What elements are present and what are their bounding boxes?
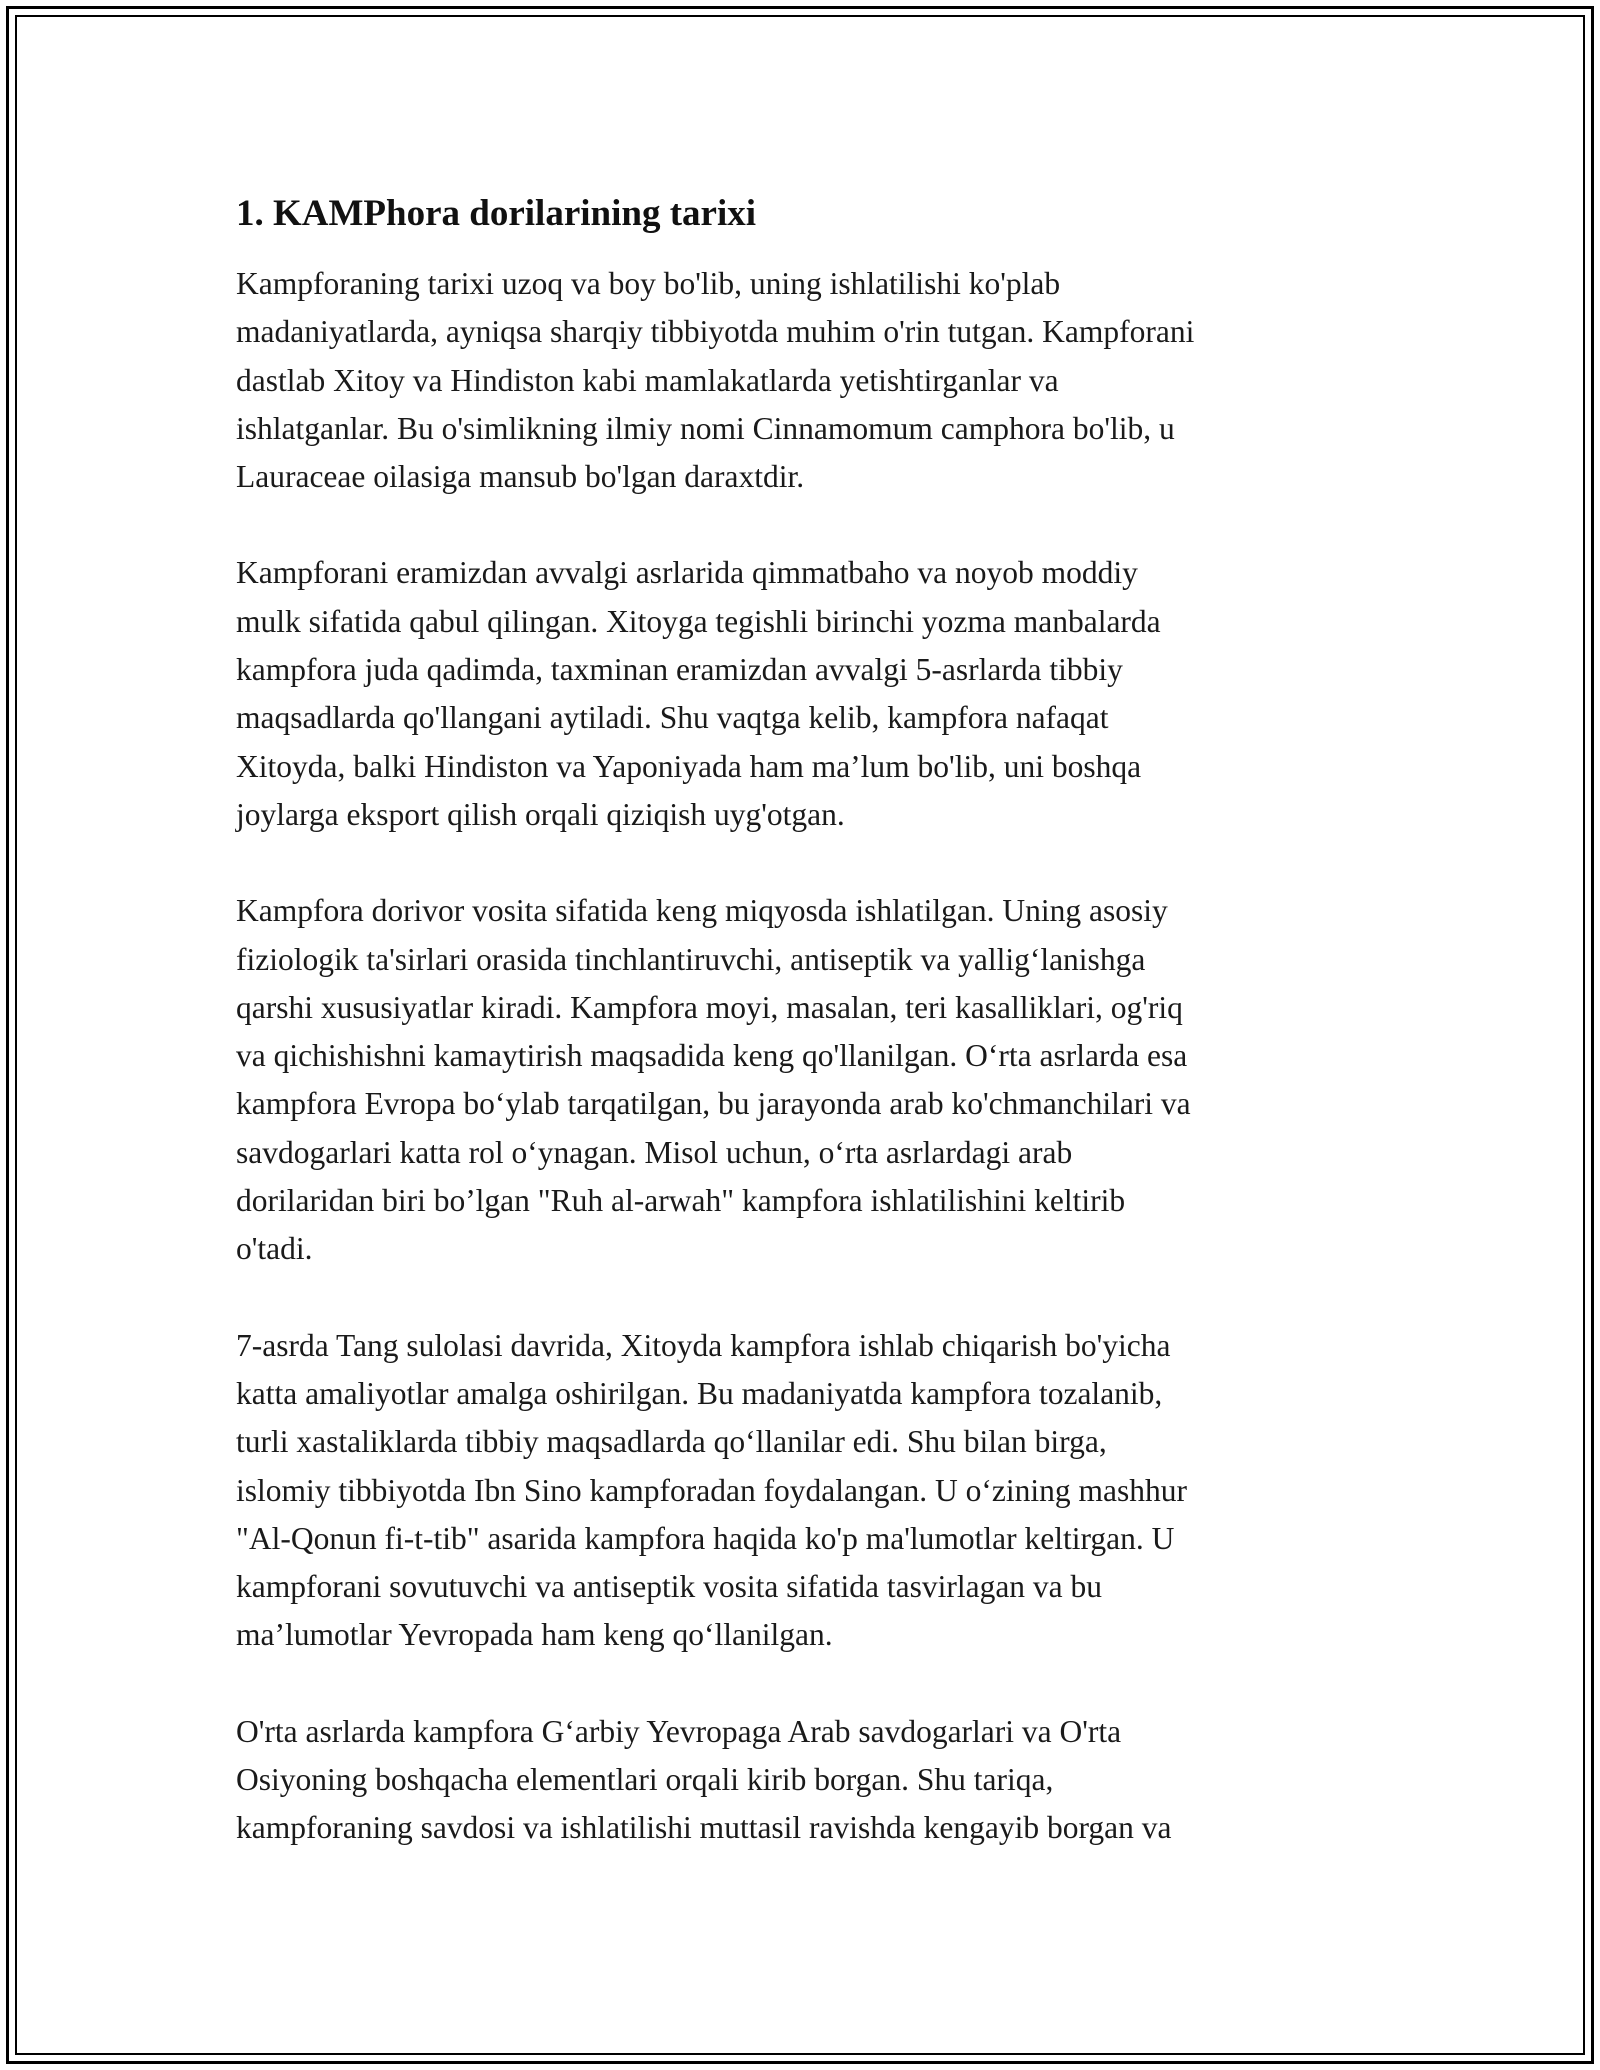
paragraph-history-overview: Kampforaning tarixi uzoq va boy bo'lib, uning ishlatilishi ko'plab madaniyatlarda, ayniqsa sharqiy tibbiyotda muhim o'rin tutgan. Kampforani dastlab Xitoy va Hindiston kabi mamlakatlarda yetishtirganlar va ishlatganlar. Bu o'simlikning ilmiy nomi Cinnamomum camphora bo'lib, u Lauraceae oilasiga mansub bo'lgan daraxtdir.	[236, 266, 1195, 495]
document-body	[236, 190, 1360, 1901]
section-heading: 1. KAMPhora dorilarining tarixi	[236, 193, 757, 234]
paragraph-medicinal-use: Kampfora dorivor vosita sifatida keng miqyosda ishlatilgan. Uning asosiy fiziologik ta'sirlari orasida tinchlantiruvchi, antiseptik va yallig‘lanishga qarshi xususiyatlar kiradi. Kampfora moyi, masalan, teri kasalliklari, og'riq va qichishishni kamaytirish maqsadida keng qo'llanilgan. O‘rta asrlarda esa kampfora Evropa bo‘ylab tarqatilgan, bu jarayonda arab ko'chmanchilari va savdogarlari katta rol o‘ynagan. Misol uchun, o‘rta asrlardagi arab dorilaridan biri bo’lgan "Ruh al-arwah" kampfora ishlatilishini keltirib o'tadi.	[236, 893, 1191, 1267]
paragraph-tang-dynasty: 7-asrda Tang sulolasi davrida, Xitoyda kampfora ishlab chiqarish bo'yicha katta amaliyotlar amalga oshirilgan. Bu madaniyatda kampfora tozalanib, turli xastaliklarda tibbiy maqsadlarda qo‘llanilar edi. Shu bilan birga, islomiy tibbiyotda Ibn Sino kampforadan foydalangan. U o‘zining mashhur "Al-Qonun fi-t-tib" asarida kampfora haqida ko'p ma'lumotlar keltirgan. U kampforani sovutuvchi va antiseptik vosita sifatida tasvirlagan va bu ma’lumotlar Yevropada ham keng qo‘llanilgan.	[236, 1327, 1187, 1653]
paragraph-middle-ages-trade: O'rta asrlarda kampfora G‘arbiy Yevropaga Arab savdogarlari va O'rta Osiyoning boshqacha elementlari orqali kirib borgan. Shu tariqa, kampforaning savdosi va ishlatilishi muttasil ravishda kengayib borgan va	[236, 1713, 1172, 1846]
paragraph-ancient-value: Kampforani eramizdan avvalgi asrlarida qimmatbaho va noyob moddiy mulk sifatida qabul qilingan. Xitoyga tegishli birinchi yozma manbalarda kampfora juda qadimda, taxminan eramizdan avvalgi 5-asrlarda tibbiy maqsadlarda qo'llangani aytiladi. Shu vaqtga kelib, kampfora nafaqat Xitoyda, balki Hindiston va Yaponiyada ham ma’lum bo'lib, uni boshqa joylarga eksport qilish orqali qiziqish uyg'otgan.	[236, 555, 1161, 832]
